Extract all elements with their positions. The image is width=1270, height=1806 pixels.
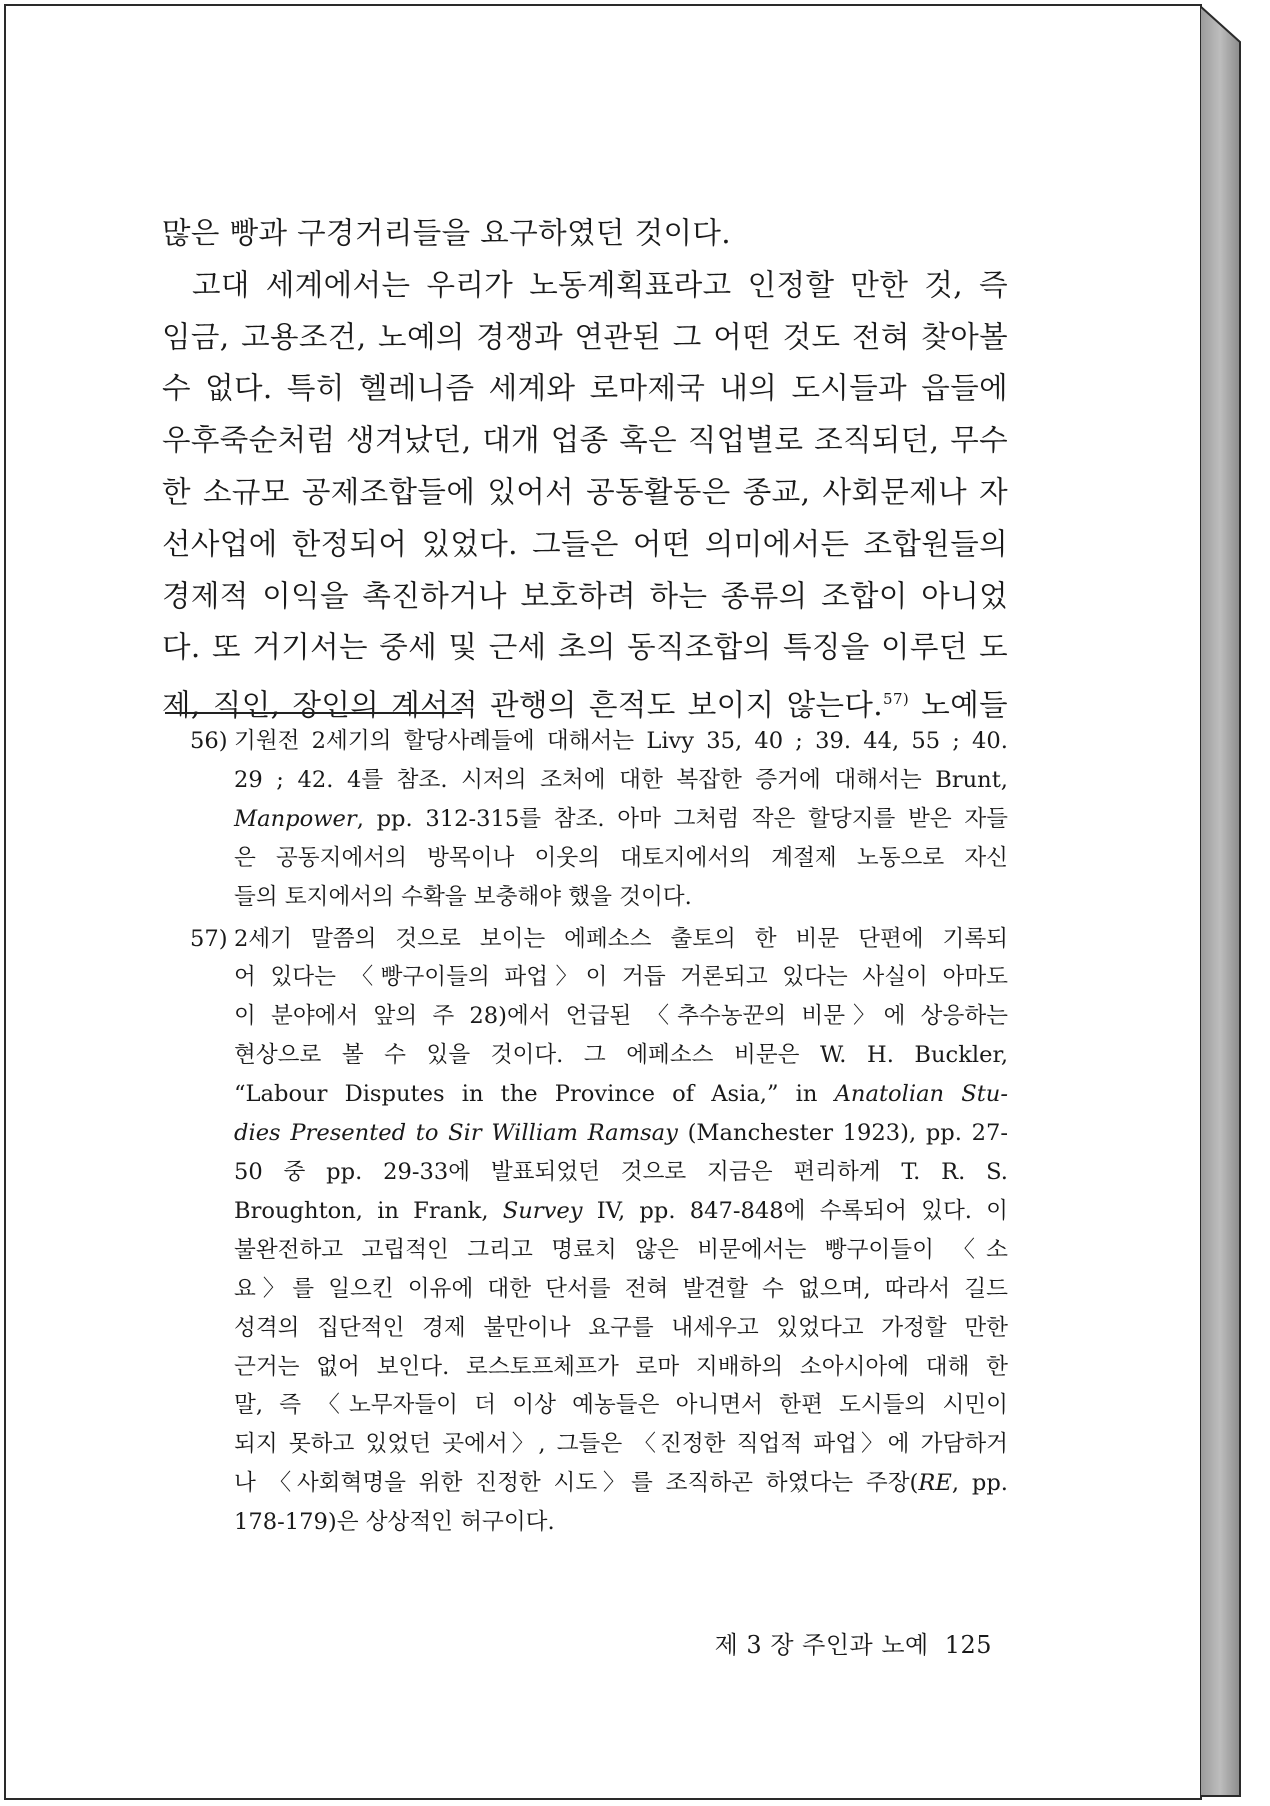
footnote-line: 현상으로 볼 수 있을 것이다. 그 에페소스 비문은 W. H. Buckler,: [234, 1042, 1008, 1069]
main-body-text: [162, 208, 1008, 732]
footnote-line: 이 분야에서 앞의 주 28)에서 언급된 〈추수농꾼의 비문〉에 상응하는: [234, 1003, 1008, 1030]
footnote-line: 말, 즉 〈노무자들이 더 이상 예농들은 아니면서 한편 도시들의 시민이: [234, 1392, 1008, 1419]
footnote-line: 불완전하고 고립적인 그리고 명료치 않은 비문에서는 빵구이들이 〈소: [234, 1236, 1008, 1263]
footnote-line: 되지 못하고 있었던 곳에서〉, 그들은 〈진정한 직업적 파업〉에 가담하거: [234, 1431, 1008, 1458]
footnote-line: 근거는 없어 보인다. 로스토프체프가 로마 지배하의 소아시아에 대해 한: [234, 1353, 1008, 1380]
page-number: 125: [944, 1631, 992, 1659]
page-edge-graphic: [1200, 4, 1250, 1800]
footnote-separator: [165, 712, 462, 714]
citation-title: Anatolian Stu-: [834, 1081, 1008, 1108]
footnotes: [190, 722, 1008, 1545]
running-footer: [715, 1625, 992, 1660]
body-line-tail: 노예들: [909, 688, 1009, 722]
footnote-line: 2세기 말쯤의 것으로 보이는 에페소스 출토의 한 비문 단편에 기록되: [234, 925, 1008, 952]
footnote-text: (Manchester 1923), pp. 27-: [677, 1120, 1009, 1147]
footnote-line: [234, 800, 1008, 839]
footnote-text: , pp.: [951, 1470, 1008, 1497]
body-line: 임금, 고용조건, 노예의 경쟁과 연관된 그 어떤 것도 전혀 찾아볼: [162, 319, 1008, 354]
body-line: 수 없다. 특히 헬레니즘 세계와 로마제국 내의 도시들과 읍들에: [162, 371, 1008, 406]
footnote-56: [190, 722, 1008, 917]
body-line: 많은 빵과 구경거리들을 요구하였던 것이다.: [162, 216, 732, 250]
footnote-ref-57: 57): [883, 690, 910, 709]
citation-title: dies Presented to Sir William Ramsay: [234, 1120, 678, 1147]
footnote-line: 29 ; 42. 4를 참조. 시저의 조처에 대한 복잡한 증거에 대해서는 Brunt,: [234, 766, 1008, 793]
footnote-line: 성격의 집단적인 경제 불만이나 요구를 내세우고 있었다고 가정할 만한: [234, 1314, 1008, 1341]
footnote-number: 56): [190, 728, 228, 754]
footnote-line: 50 중 pp. 29-33에 발표되었던 것으로 지금은 편리하게 T. R. S.: [234, 1158, 1008, 1185]
footnote-line: 기원전 2세기의 할당사례들에 대해서는 Livy 35, 40 ; 39. 44, 55 ; 40.: [234, 728, 1008, 754]
footnote-57: [190, 920, 1008, 1543]
footnote-line: 어 있다는 〈빵구이들의 파업〉이 거듭 거론되고 있다는 사실이 아마도: [234, 964, 1008, 991]
body-line: 우후죽순처럼 생겨났던, 대개 업종 혹은 직업별로 조직되던, 무수: [162, 423, 1008, 458]
footnote-line: 요〉를 일으킨 이유에 대한 단서를 전혀 발견할 수 없으며, 따라서 길드: [234, 1275, 1008, 1302]
footnote-text: , pp. 312-315를 참조. 아마 그처럼 작은 할당지를 받은 자들: [356, 805, 1008, 832]
body-line-text: 제, 직인, 장인의 계서적 관행의 흔적도 보이지 않는다.: [162, 688, 884, 722]
footnote-text: “Labour Disputes in the Province of Asia,” in: [234, 1081, 835, 1108]
citation-title: Survey: [502, 1197, 583, 1224]
footnote-line: 은 공동지에서의 방목이나 이웃의 대토지에서의 계절제 노동으로 자신: [234, 844, 1008, 871]
body-line: 다. 또 거기서는 중세 및 근세 초의 동직조합의 특징을 이루던 도: [162, 630, 1008, 665]
body-line: 고대 세계에서는 우리가 노동계획표라고 인정할 만한 것, 즉: [192, 267, 1008, 302]
citation-title: Manpower: [234, 805, 357, 832]
body-line: 한 소규모 공제조합들에 있어서 공동활동은 종교, 사회문제나 자: [162, 474, 1008, 509]
chapter-title: 제 3 장 주인과 노예: [714, 1631, 929, 1659]
body-line: 선사업에 한정되어 있었다. 그들은 어떤 의미에서든 조합원들의: [162, 526, 1008, 561]
footnote-line: [234, 1192, 1008, 1231]
footnote-line: 178-179)은 상상적인 허구이다.: [234, 1509, 555, 1536]
citation-title: RE: [918, 1470, 952, 1497]
footnote-line: [234, 1114, 1008, 1153]
footnote-line: [234, 1075, 1008, 1114]
footnote-number: 57): [190, 925, 228, 952]
body-line: 경제적 이익을 촉진하거나 보호하려 하는 종류의 조합이 아니었: [162, 578, 1008, 613]
footnote-line: 들의 토지에서의 수확을 보충해야 했을 것이다.: [234, 883, 692, 910]
footnote-line: [234, 1464, 1008, 1503]
footnote-text: 나 〈사회혁명을 위한 진정한 시도〉를 조직하곤 하였다는 주장(: [234, 1470, 919, 1497]
book-page-edge: [1200, 4, 1250, 1800]
footnote-text: IV, pp. 847-848에 수록되어 있다. 이: [582, 1197, 1008, 1224]
footnote-text: Broughton, in Frank,: [234, 1197, 503, 1224]
